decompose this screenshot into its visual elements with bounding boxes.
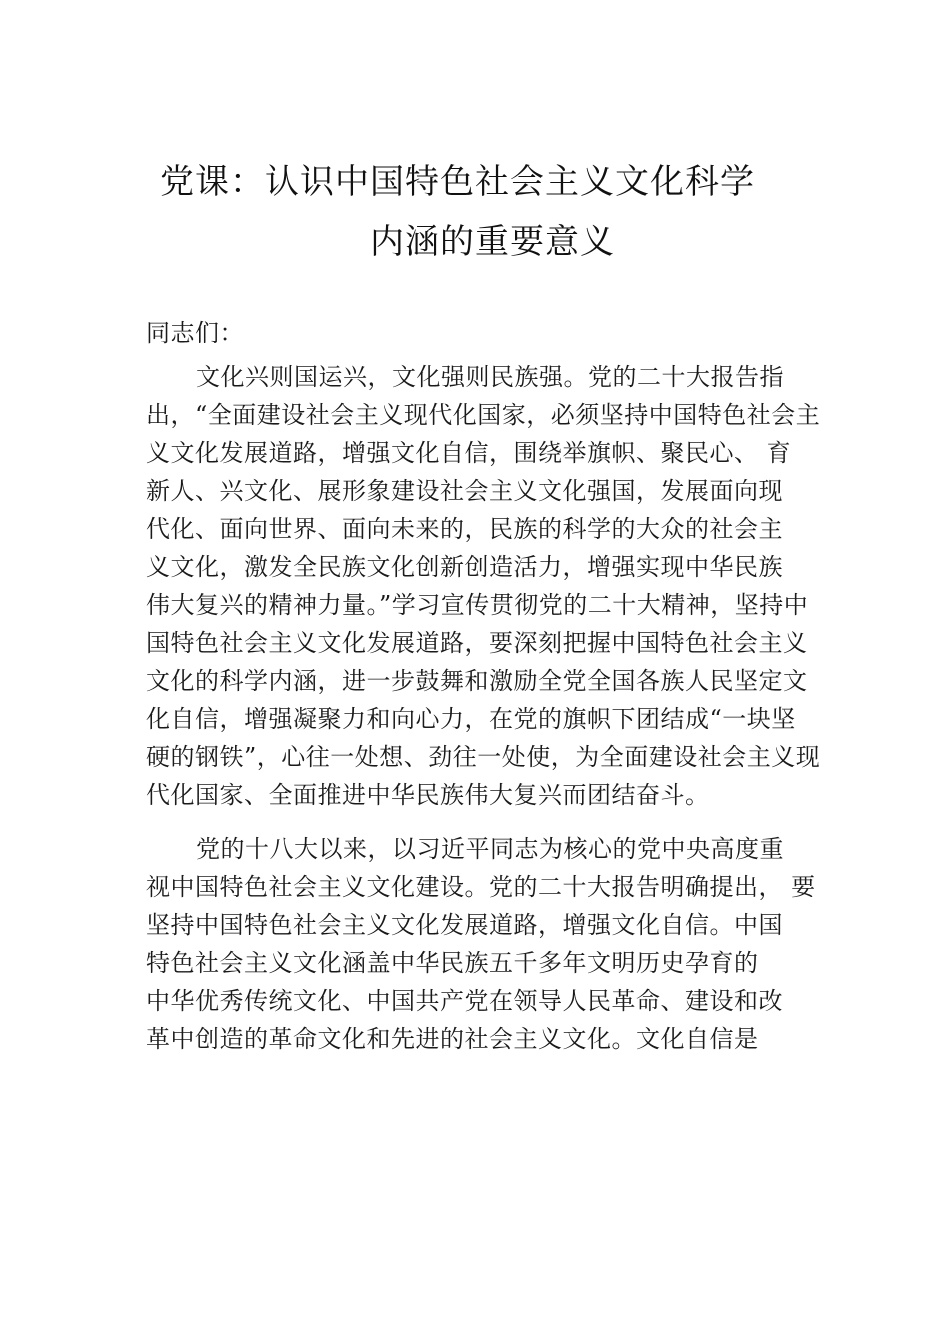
paragraph-1-line: 义文化发展道路，增强文化自信，围绕举旗帜、聚民心、 育 <box>146 439 792 467</box>
paragraph-1-line: 文化兴则国运兴，文化强则民族强。党的二十大报告指 <box>196 363 784 391</box>
paragraph-2-line: 视中国特色社会主义文化建设。党的二十大报告明确提出， 要 <box>146 873 816 901</box>
paragraph-2-line: 革中创造的革命文化和先进的社会主义文化。文化自信是 <box>146 1025 759 1053</box>
paragraph-2-line: 坚持中国特色社会主义文化发展道路，增强文化自信。中国 <box>146 911 783 939</box>
paragraph-1-line: 文化的科学内涵，进一步鼓舞和激励全党全国各族人民坚定文 <box>146 667 808 695</box>
paragraph-1-line: 代化、面向世界、面向未来的，民族的科学的大众的社会主 <box>146 515 783 543</box>
title-line-2: 内涵的重要意义 <box>370 222 615 262</box>
title-line-1: 党课：认识中国特色社会主义文化科学 <box>160 162 755 202</box>
paragraph-2-line: 中华优秀传统文化、中国共产党在领导人民革命、建设和改 <box>146 987 783 1015</box>
paragraph-2-line: 党的十八大以来，以习近平同志为核心的党中央高度重 <box>196 835 784 863</box>
paragraph-1-line: 硬的钢铁”，心往一处想、劲往一处使，为全面建设社会主义现 <box>146 743 821 771</box>
greeting: 同志们： <box>146 319 244 347</box>
paragraph-1-line: 伟大复兴的精神力量。”学习宣传贯彻党的二十大精神，坚持中 <box>146 591 809 619</box>
paragraph-1-line: 国特色社会主义文化发展道路，要深刻把握中国特色社会主义 <box>146 629 808 657</box>
paragraph-1-line: 代化国家、全面推进中华民族伟大复兴而团结奋斗。 <box>146 781 710 809</box>
paragraph-1-line: 义文化，激发全民族文化创新创造活力，增强实现中华民族 <box>146 553 783 581</box>
paragraph-1-line: 新人、兴文化、展形象建设社会主义文化强国，发展面向现 <box>146 477 783 505</box>
paragraph-1-line: 出，“全面建设社会主义现代化国家，必须坚持中国特色社会主 <box>146 401 821 429</box>
paragraph-1-line: 化自信，增强凝聚力和向心力，在党的旗帜下团结成“一块坚 <box>146 705 796 733</box>
paragraph-2-line: 特色社会主义文化涵盖中华民族五千多年文明历史孕育的 <box>146 949 759 977</box>
